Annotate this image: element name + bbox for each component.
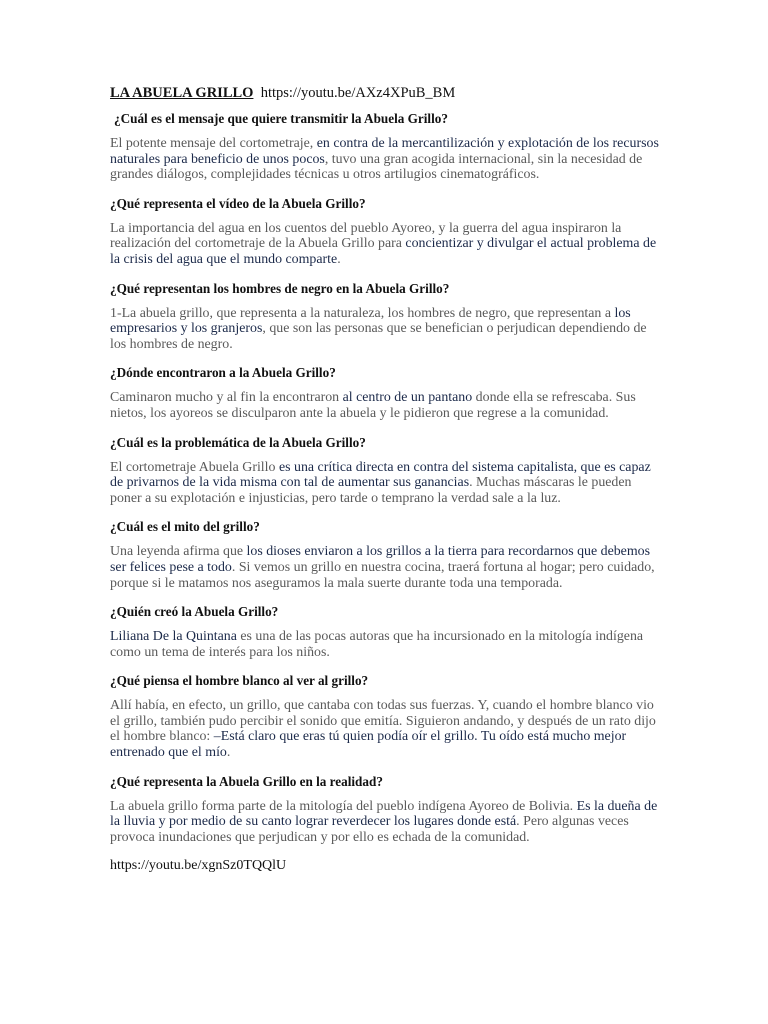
answer-text: . [337, 251, 341, 267]
question-3: ¿Qué representan los hombres de negro en la Abuela Grillo? [110, 280, 450, 296]
answer-3 [110, 306, 660, 353]
answer-text: El cortometraje Abuela Grillo [110, 459, 279, 475]
question-6: ¿Cuál es el mito del grillo? [110, 519, 260, 535]
answer-text: . Muchas máscaras le pueden poner a su explotación e injusticias, pero tarde o temprano la verdad sale a la luz. [110, 475, 632, 506]
question-2: ¿Qué representa el vídeo de la Abuela Grillo? [110, 195, 366, 211]
answer-9 [110, 799, 660, 846]
document-title: LA ABUELA GRILLO [110, 85, 254, 101]
answer-highlight: en contra de la mercantilización y explotación de los recursos naturales para beneficio de unos pocos [110, 136, 659, 167]
question-4: ¿Dónde encontraron a la Abuela Grillo? [110, 365, 336, 381]
answer-text: Una leyenda afirma que [110, 544, 247, 560]
answer-6 [110, 544, 660, 591]
answer-highlight: Es la dueña de la lluvia y por medio de su canto lograr reverdecer los lugares donde está [110, 798, 658, 830]
document-page [110, 84, 660, 874]
title-line [110, 84, 660, 102]
answer-highlight: es una crítica directa en contra del sistema capitalista, que es capaz de privarnos de la vida misma con tal de aumentar sus ganancias [110, 459, 651, 491]
answer-5 [110, 460, 660, 507]
question-1: ¿Cuál es el mensaje que quiere transmitir la Abuela Grillo? [114, 111, 448, 126]
answer-highlight: Liliana De la Quintana [110, 629, 237, 645]
question-5: ¿Cuál es la problemática de la Abuela Grillo? [110, 434, 366, 450]
answer-2 [110, 221, 660, 268]
answer-8 [110, 698, 660, 760]
footer-youtube-link[interactable]: https://youtu.be/xgnSz0TQQlU [110, 858, 287, 874]
answer-text: Caminaron mucho y al fin la encontraron [110, 390, 343, 406]
answer-text: La importancia del agua en los cuentos del pueblo Ayoreo, y la guerra del agua inspiraron la realización del cortometraje de la Abuela Grillo para [110, 220, 622, 252]
answer-7 [110, 629, 660, 660]
youtube-link[interactable]: https://youtu.be/AXz4XPuB_BM [260, 85, 456, 101]
answer-text: donde ella se refrescaba. Sus nietos, los ayoreos se disculparon ante la abuela y le pidieron que regrese a la comunidad. [110, 390, 636, 421]
answer-highlight: concientizar y divulgar el actual problema de la crisis del agua que el mundo comparte [110, 236, 657, 267]
answer-text: 1-La abuela grillo, que representa a la naturaleza, los hombres de negro, que representan a [110, 305, 615, 321]
answer-text: La abuela grillo forma parte de la mitología del pueblo indígena Ayoreo de Bolivia. [110, 798, 577, 814]
question-9: ¿Qué representa la Abuela Grillo en la realidad? [110, 773, 383, 789]
answer-text: . Pero algunas veces provoca inundaciones que perjudican y por ello es echada de la comunidad. [110, 814, 629, 845]
answer-text: Allí había, en efecto, un grillo, que cantaba con todas sus fuerzas. Y, cuando el hombre blanco vio el grillo, también pudo percibir el sonido que emitía. Siguieron andando, y después de un rato dijo el hombre blanco: [110, 698, 656, 745]
answer-text: . Si vemos un grillo en nuestra cocina, traerá fortuna al hogar; pero cuidado, porque si le matamos nos aseguramos la mala suerte durante toda una temporada. [110, 559, 655, 591]
answer-1 [110, 136, 660, 183]
question-7: ¿Quién creó la Abuela Grillo? [110, 604, 279, 620]
answer-text: , tuvo una gran acogida internacional, sin la necesidad de grandes diálogos, complejidades técnicas u otros artilugios cinematográficos. [110, 151, 643, 183]
answer-highlight: al centro de un pantano [342, 390, 473, 406]
answer-text: , que son las personas que se benefician o perjudican dependiendo de los hombres de negro. [110, 321, 647, 352]
answer-text: . [226, 745, 231, 761]
answer-text: El potente mensaje del cortometraje, [110, 136, 317, 151]
question-8: ¿Qué piensa el hombre blanco al ver al grillo? [110, 673, 369, 689]
answer-text: es una de las pocas autoras que ha incursionado en la mitología indígena como un tema de interés para los niños. [110, 629, 644, 660]
answer-4 [110, 390, 660, 421]
answer-highlight: los dioses enviaron a los grillos a la tierra para recordarnos que debemos ser felices pese a todo [110, 544, 650, 575]
answer-highlight: los empresarios y los granjeros [110, 305, 631, 337]
answer-highlight: –Está claro que eras tú quien podía oír el grillo. Tu oído está mucho mejor entrenado que el mío [110, 729, 627, 761]
